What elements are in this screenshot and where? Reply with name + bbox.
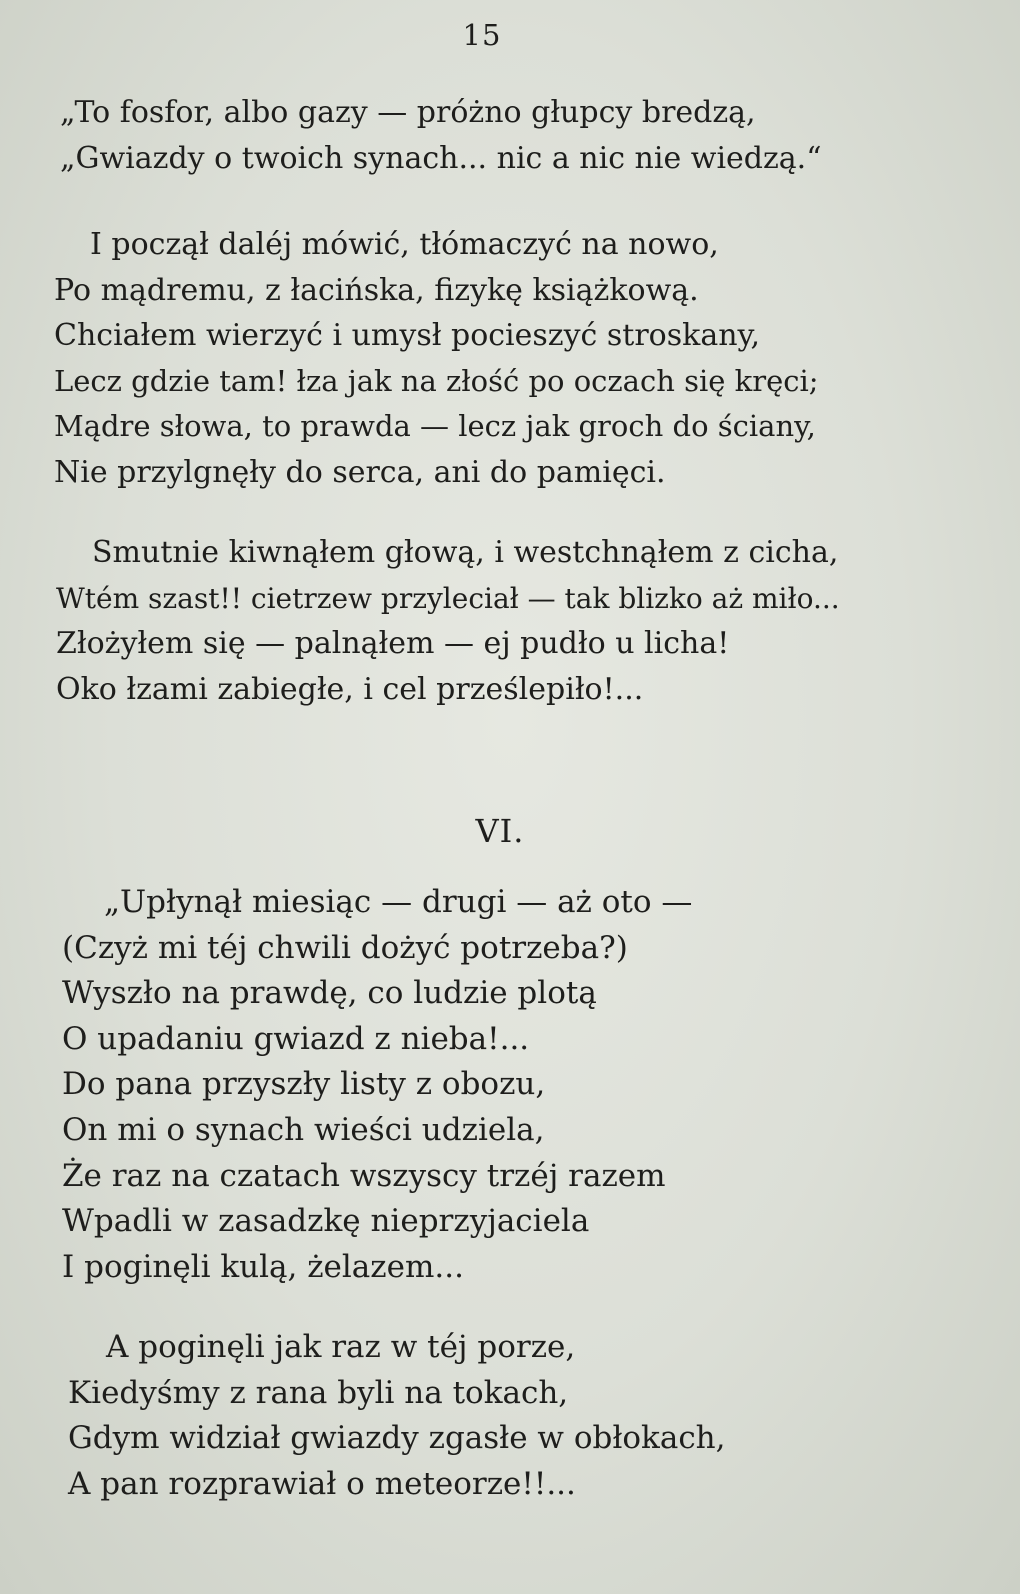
verse-line: (Czyż mi téj chwili dożyć potrzeba?) [62, 929, 628, 966]
verse-line: „To fosfor, albo gazy — próżno głupcy bredzą, [60, 95, 756, 130]
stanza-5 [68, 1325, 726, 1507]
verse-line: Wtém szast!! cietrzew przyleciał — tak blizko aż miło... [56, 581, 840, 615]
stanza-3 [56, 530, 840, 712]
verse-line: „Upłynął miesiąc — drugi — aż oto — [104, 884, 693, 920]
verse-line: Po mądremu, z łacińska, fizykę książkową. [54, 272, 699, 308]
verse-line: On mi o synach wieści udziela, [62, 1111, 545, 1148]
verse-line: Kiedyśmy z rana byli na tokach, [68, 1374, 569, 1411]
verse-line: Gdym widział gwiazdy zgasłe w obłokach, [68, 1420, 726, 1457]
verse-line: Złożyłem się — palnąłem — ej pudło u licha! [56, 626, 730, 662]
stanza-1 [60, 90, 822, 181]
verse-line: Smutnie kiwnąłem głową, i westchnąłem z cicha, [92, 535, 839, 570]
page-number: 15 [462, 18, 502, 52]
verse-line: A pan rozprawiał o meteorze!!... [68, 1465, 576, 1502]
verse-line: I począł daléj mówić, tłómaczyć na nowo, [90, 227, 719, 262]
verse-line: I poginęli kulą, żelazem... [62, 1248, 464, 1285]
verse-line: Lecz gdzie tam! łza jak na złość po oczach się kręci; [54, 363, 819, 398]
verse-line: Nie przylgnęły do serca, ani do pamięci. [54, 454, 666, 490]
verse-line: Do pana przyszły listy z obozu, [62, 1066, 546, 1103]
verse-line: Że raz na czatach wszyscy trzéj razem [62, 1157, 666, 1194]
verse-line: Mądre słowa, to prawda — lecz jak groch do ściany, [54, 409, 816, 444]
verse-line: Chciałem wierzyć i umysł pocieszyć stroskany, [54, 318, 761, 354]
section-heading: VI. [475, 812, 525, 850]
stanza-4 [62, 880, 692, 1290]
verse-line: O upadaniu gwiazd z nieba!... [62, 1020, 530, 1057]
verse-line: Wyszło na prawdę, co ludzie plotą [62, 975, 597, 1012]
verse-line: „Gwiazdy o twoich synach... nic a nic nie wiedzą.“ [60, 140, 822, 176]
verse-line: A poginęli jak raz w téj porze, [106, 1329, 576, 1365]
verse-line: Wpadli w zasadzkę nieprzyjaciela [62, 1203, 590, 1240]
verse-line: Oko łzami zabiegłe, i cel prześlepiło!... [56, 671, 644, 707]
stanza-2 [54, 222, 819, 496]
